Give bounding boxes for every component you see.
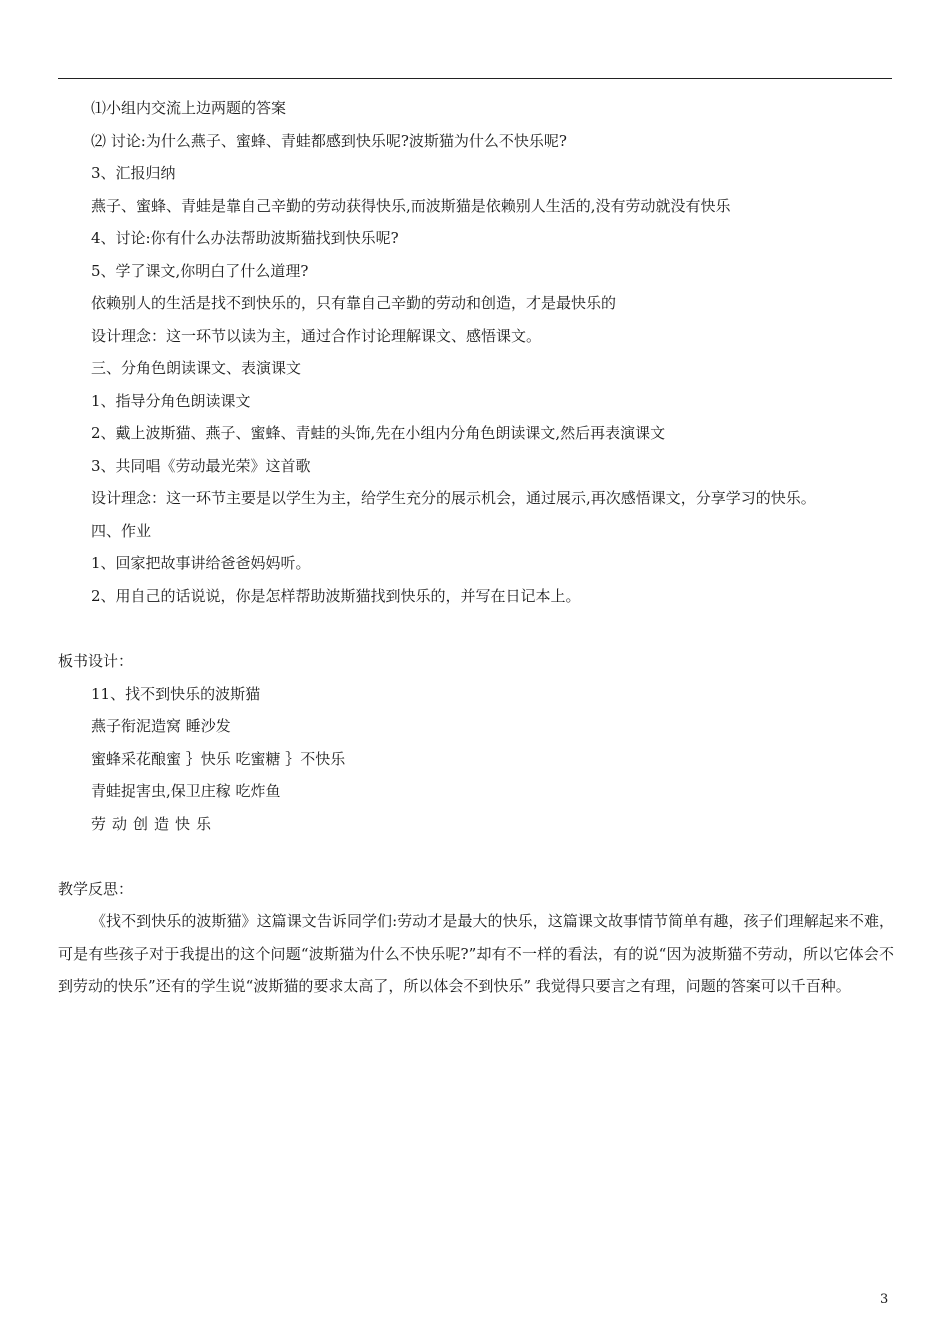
lesson-line: 依赖别人的生活是找不到快乐的，只有靠自己辛勤的劳动和创造，才是最快乐的	[91, 294, 617, 312]
lesson-line: 1、回家把故事讲给爸爸妈妈听。	[91, 554, 311, 572]
reflection-heading: 教学反思：	[58, 880, 134, 898]
lesson-line: 3、汇报归纳	[91, 164, 176, 182]
lesson-line: ⑴小组内交流上边两题的答案	[91, 99, 287, 117]
board-title: 11、找不到快乐的波斯猫	[91, 685, 261, 703]
lesson-line: 4、讨论:你有什么办法帮助波斯猫找到快乐呢?	[91, 229, 399, 247]
section-heading: 三、分角色朗读课文、表演课文	[91, 359, 302, 377]
board-row: 燕子衔泥造窝 睡沙发	[91, 717, 231, 735]
lesson-line: ⑵ 讨论:为什么燕子、蜜蜂、青蛙都感到快乐呢?波斯猫为什么不快乐呢?	[91, 132, 567, 150]
header-rule	[58, 78, 892, 79]
page-number: 3	[880, 1292, 889, 1307]
section-heading: 四、作业	[91, 522, 152, 540]
lesson-line: 3、共同唱《劳动最光荣》这首歌	[91, 457, 311, 475]
lesson-line: 2、戴上波斯猫、燕子、蜜蜂、青蛙的头饰,先在小组内分角色朗读课文,然后再表演课文	[91, 424, 666, 442]
lesson-line: 2、用自己的话说说，你是怎样帮助波斯猫找到快乐的，并写在日记本上。	[91, 587, 581, 605]
design-note: 设计理念：这一环节主要是以学生为主，给学生充分的展示机会，通过展示,再次感悟课文，分享学习的快乐。	[91, 489, 816, 507]
lesson-line: 燕子、蜜蜂、青蛙是靠自己辛勤的劳动获得快乐,而波斯猫是依赖别人生活的,没有劳动就没有快乐	[91, 197, 731, 215]
board-row: 蜜蜂采花酿蜜 ｝快乐 吃蜜糖 ｝不快乐	[91, 750, 346, 768]
lesson-line: 1、指导分角色朗读课文	[91, 392, 251, 410]
board-heading: 板书设计：	[58, 652, 134, 670]
reflection-body: 《找不到快乐的波斯猫》这篇课文告诉同学们:劳动才是最大的快乐，这篇课文故事情节简单有趣，孩子们理解起来不难，可是有些孩子对于我提出的这个问题“波斯猫为什么不快乐呢?”却有不一样的看法，有的说“因为波斯猫不劳动，所以它体会不到劳动的快乐”还有的学生说“波斯猫的要求太高了，所以体会不到快乐” 我觉得只要言之有理，问题的答案可以千百种。	[58, 912, 894, 995]
board-row: 劳动创造快乐	[91, 815, 218, 833]
board-row: 青蛙捉害虫,保卫庄稼 吃炸鱼	[91, 782, 281, 800]
lesson-line: 5、学了课文,你明白了什么道理?	[91, 262, 309, 280]
design-note: 设计理念：这一环节以读为主，通过合作讨论理解课文、感悟课文。	[91, 327, 542, 345]
